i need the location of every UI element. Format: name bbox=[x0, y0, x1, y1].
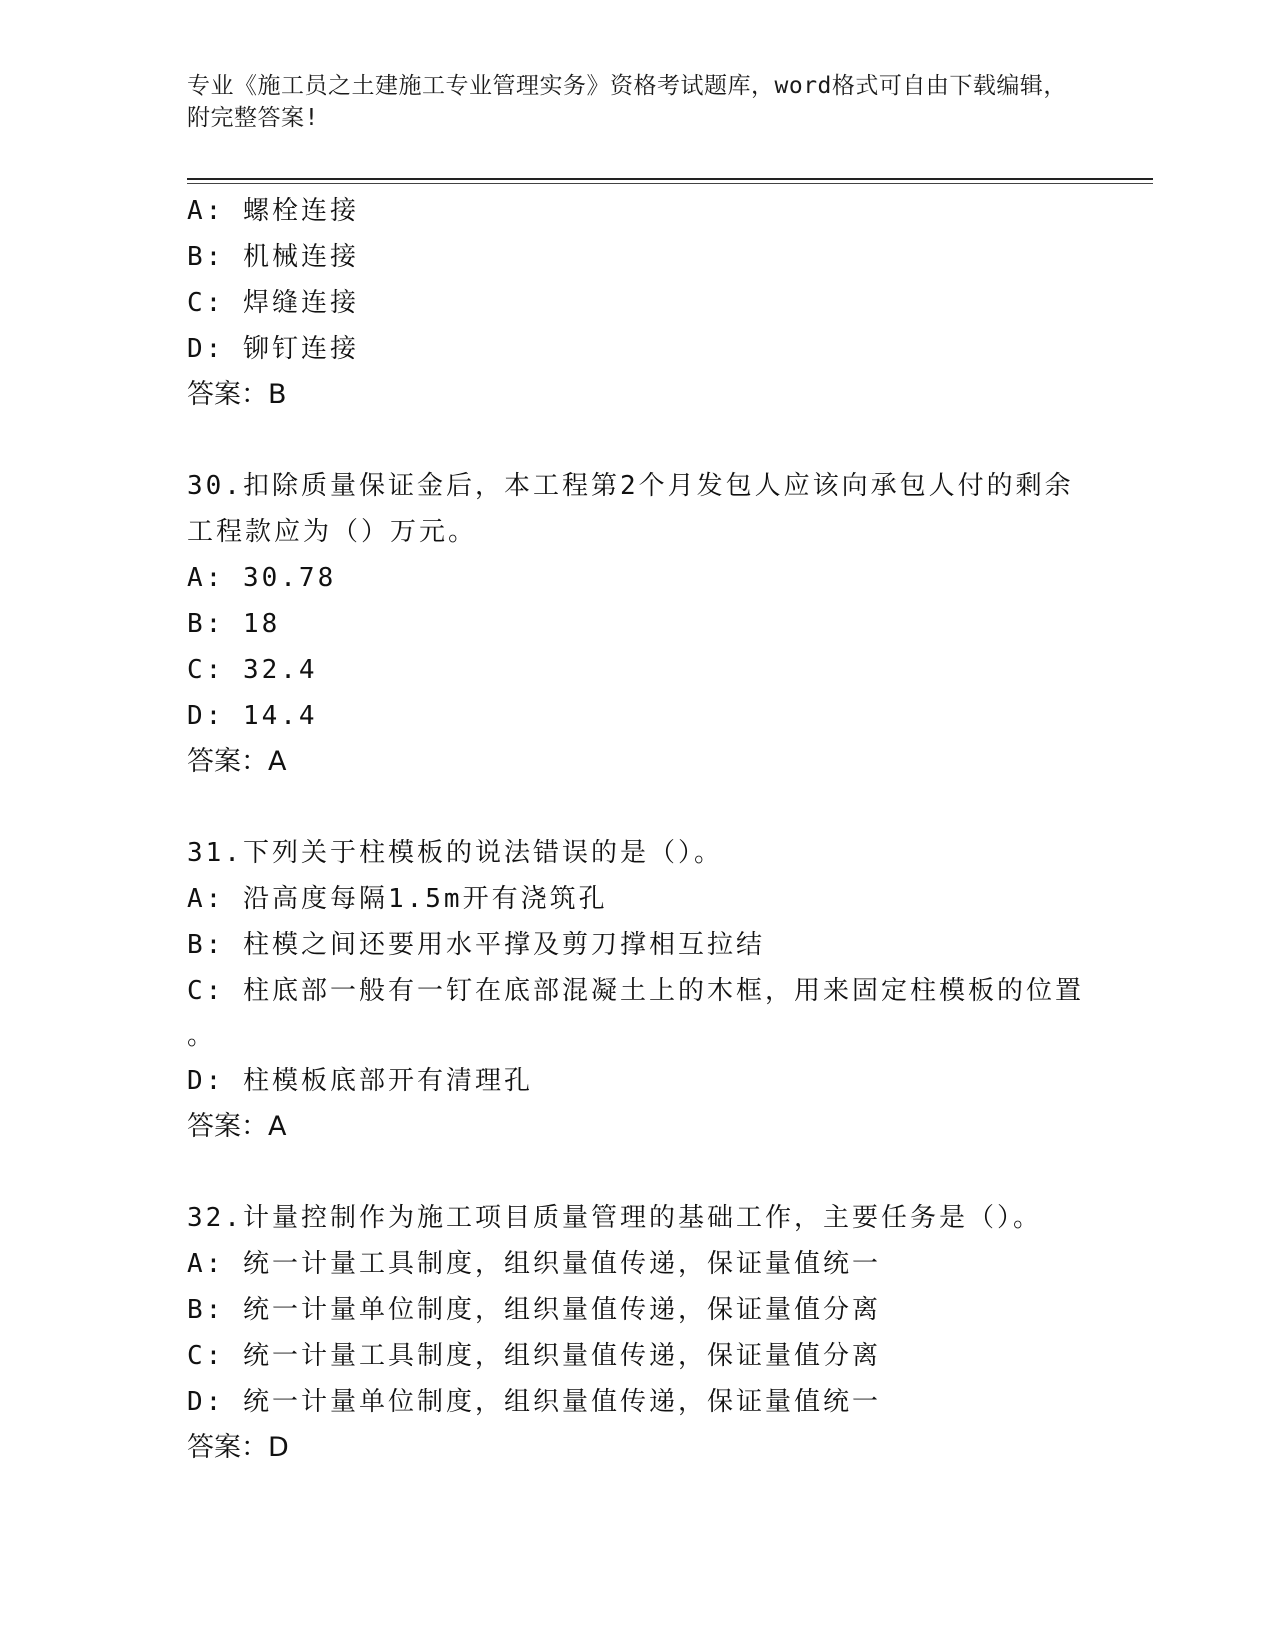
option-a: A: 统一计量工具制度，组织量值传递，保证量值统一 bbox=[187, 1249, 881, 1279]
answer-line: 答案：A bbox=[187, 1111, 287, 1142]
option-d: D: 14.4 bbox=[187, 701, 318, 731]
answer-line: 答案：B bbox=[187, 379, 287, 410]
answer-line: 答案：D bbox=[187, 1432, 289, 1463]
spacer bbox=[187, 418, 1087, 463]
option-b: B: 统一计量单位制度，组织量值传递，保证量值分离 bbox=[187, 1295, 881, 1325]
option-c: C: 柱底部一般有一钉在底部混凝土上的木框，用来固定柱模板的位置 bbox=[187, 976, 1084, 1006]
spacer bbox=[187, 785, 1087, 830]
option-a: A: 螺栓连接 bbox=[187, 196, 359, 226]
option-c: C: 焊缝连接 bbox=[187, 288, 359, 318]
option-b: B: 柱模之间还要用水平撑及剪刀撑相互拉结 bbox=[187, 930, 765, 960]
question-stem: 32.计量控制作为施工项目质量管理的基础工作，主要任务是（）。 bbox=[187, 1203, 1042, 1233]
option-c: C: 统一计量工具制度，组织量值传递，保证量值分离 bbox=[187, 1341, 881, 1371]
option-c-wrapped-punctuation: 。 bbox=[187, 1021, 214, 1051]
question-list bbox=[187, 188, 1087, 1471]
question-32-block bbox=[187, 1195, 1087, 1471]
header-rule-thin bbox=[187, 183, 1153, 184]
option-b: B: 18 bbox=[187, 609, 281, 639]
question-stem-continued: 工程款应为（）万元。 bbox=[187, 517, 478, 547]
question-31-block bbox=[187, 830, 1087, 1150]
question-30-block bbox=[187, 463, 1087, 785]
question-stem: 31.下列关于柱模板的说法错误的是（）。 bbox=[187, 838, 723, 868]
document-header: 专业《施工员之土建施工专业管理实务》资格考试题库，word格式可自由下载编辑，附完整答案! bbox=[187, 73, 1067, 131]
option-a: A: 30.78 bbox=[187, 563, 337, 593]
header-rule-thick bbox=[187, 178, 1153, 180]
option-d: D: 统一计量单位制度，组织量值传递，保证量值统一 bbox=[187, 1387, 881, 1417]
option-a: A: 沿高度每隔1.5m开有浇筑孔 bbox=[187, 884, 608, 914]
spacer bbox=[187, 1150, 1087, 1195]
option-c: C: 32.4 bbox=[187, 655, 318, 685]
question-stem: 30.扣除质量保证金后，本工程第2个月发包人应该向承包人付的剩余 bbox=[187, 471, 1074, 501]
option-d: D: 铆钉连接 bbox=[187, 334, 359, 364]
answer-line: 答案：A bbox=[187, 746, 287, 777]
question-29-block bbox=[187, 188, 1087, 418]
option-b: B: 机械连接 bbox=[187, 242, 359, 272]
option-d: D: 柱模板底部开有清理孔 bbox=[187, 1066, 533, 1096]
